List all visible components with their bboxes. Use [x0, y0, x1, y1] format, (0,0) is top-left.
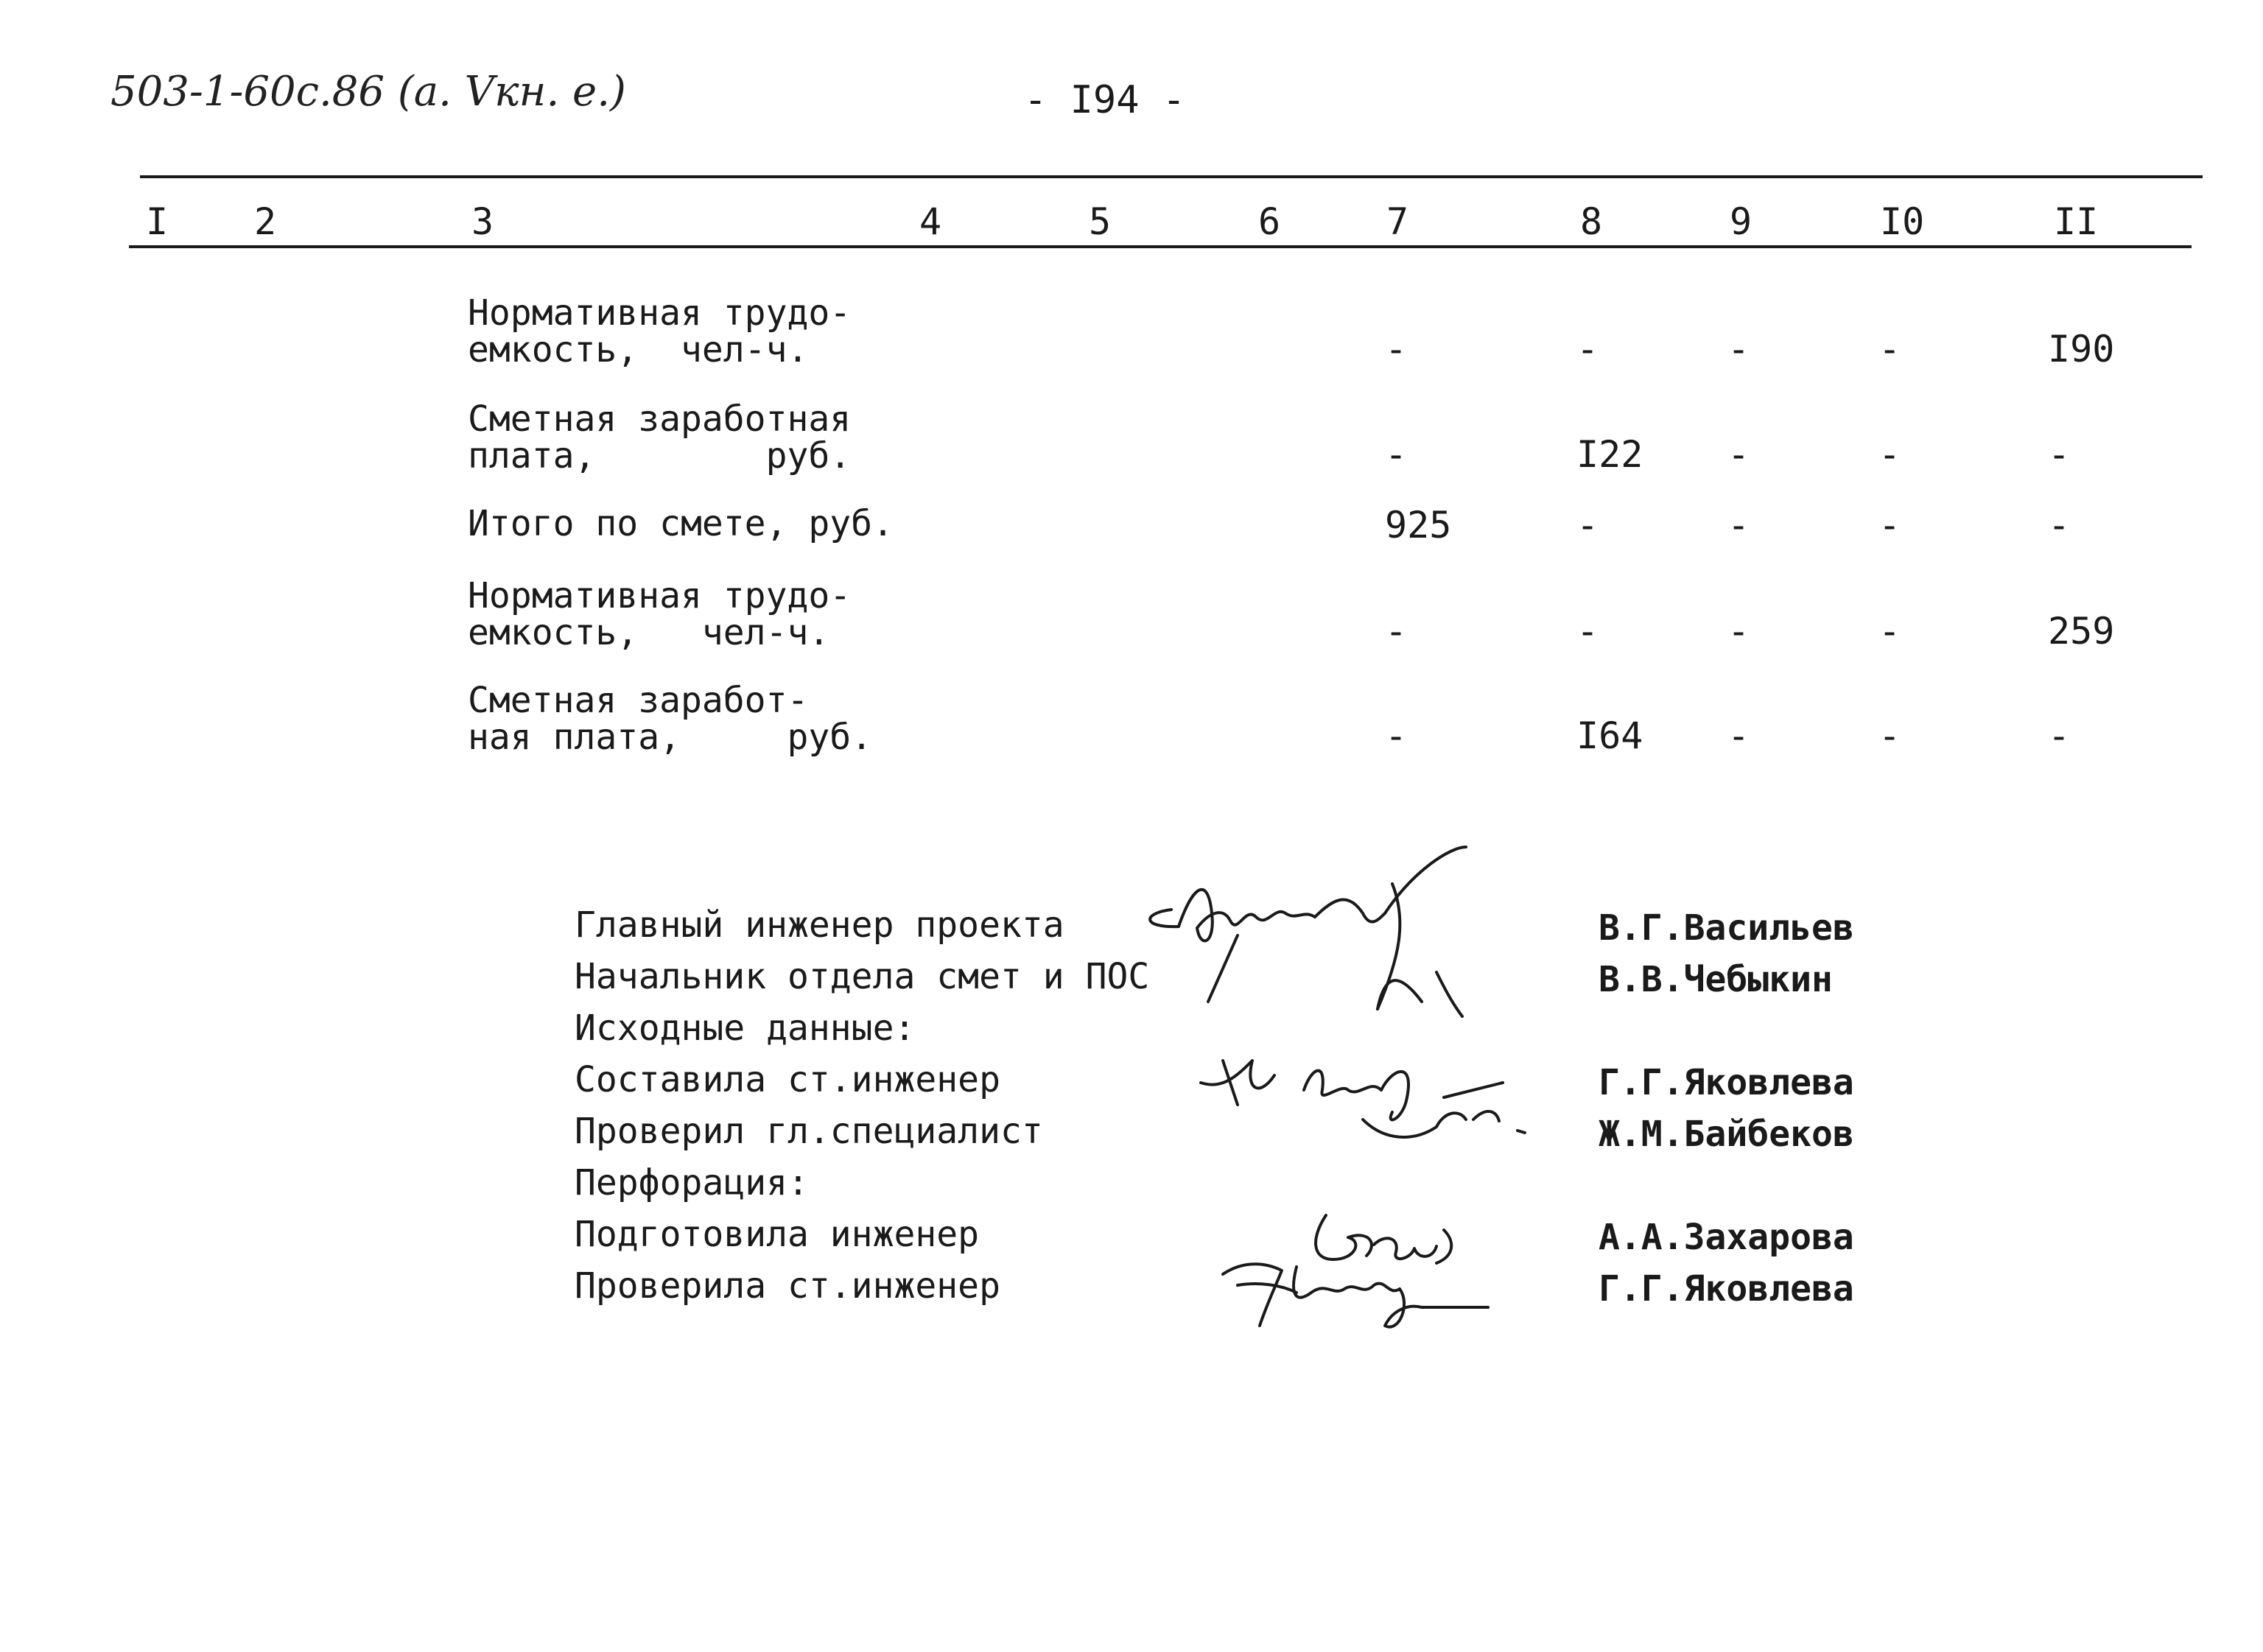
section-label: Исходные данные:: [575, 1008, 916, 1049]
column-header-2: 2: [254, 200, 277, 243]
cell-col11: -: [2048, 433, 2071, 476]
column-header-1: I: [146, 200, 169, 243]
cell-col8: -: [1576, 328, 1599, 370]
cell-col10: -: [1878, 610, 1901, 653]
signature-compiler: [1193, 1038, 1576, 1171]
row-label-line1: Итого по смете, руб.: [468, 503, 894, 544]
column-header-11: II: [2054, 200, 2099, 243]
cell-col11: 259: [2048, 610, 2115, 653]
signatory-name: А.А.Захарова: [1599, 1217, 1854, 1258]
column-header-10: I0: [1880, 200, 1925, 243]
signatory-role: Главный инженер проекта: [575, 904, 1064, 946]
cell-col10: -: [1878, 714, 1901, 757]
signature-chief-engineer: [1127, 840, 1481, 1016]
signatory-role: Подготовила инженер: [575, 1214, 980, 1255]
column-header-9: 9: [1730, 200, 1752, 243]
table-header-rule: [129, 245, 2192, 248]
row-label-line2: емкость, чел-ч.: [468, 612, 830, 653]
signatory-name: В.В.Чебыкин: [1599, 959, 1833, 1000]
signatory-role: Начальник отдела смет и ПОС: [575, 956, 1150, 997]
signatory-name: Г.Г.Яковлева: [1599, 1268, 1854, 1310]
cell-col11: -: [2048, 714, 2071, 757]
cell-col9: -: [1727, 610, 1750, 653]
cell-col10: -: [1878, 504, 1901, 546]
column-header-4: 4: [919, 200, 942, 243]
cell-col7: -: [1385, 714, 1408, 757]
cell-col9: -: [1727, 504, 1750, 546]
cell-col9: -: [1727, 433, 1750, 476]
cell-col7: -: [1385, 610, 1408, 653]
cell-col8: -: [1576, 504, 1599, 546]
column-header-7: 7: [1386, 200, 1409, 243]
signatory-role: Проверила ст.инженер: [575, 1265, 1000, 1307]
column-header-6: 6: [1258, 200, 1281, 243]
column-header-5: 5: [1089, 200, 1112, 243]
column-header-3: 3: [471, 200, 494, 243]
signatory-name: В.Г.Васильев: [1599, 907, 1854, 949]
cell-col8: -: [1576, 610, 1599, 653]
signature-checker: [1215, 1252, 1495, 1348]
section-label: Перфорация:: [575, 1162, 809, 1203]
row-label-line1: Нормативная трудо-: [468, 575, 852, 616]
row-label-line2: ная плата, руб.: [468, 717, 873, 758]
cell-col10: -: [1878, 433, 1901, 476]
handwritten-doc-code: 503-1-60с.86 (а. Vкн. е.): [110, 68, 626, 116]
row-label-line1: Нормативная трудо-: [468, 292, 852, 334]
cell-col7: 925: [1385, 504, 1452, 546]
cell-col7: -: [1385, 433, 1408, 476]
signatory-name: Г.Г.Яковлева: [1599, 1062, 1854, 1103]
cell-col11: -: [2048, 504, 2071, 546]
cell-col10: -: [1878, 328, 1901, 370]
row-label-line2: плата, руб.: [468, 435, 852, 477]
row-label-line2: емкость, чел-ч.: [468, 329, 809, 370]
signatory-role: Составила ст.инженер: [575, 1059, 1000, 1100]
cell-col7: -: [1385, 328, 1408, 370]
cell-col8: I22: [1576, 433, 1643, 476]
page-number: - I94 -: [1024, 78, 1186, 122]
table-top-rule: [140, 175, 2203, 178]
cell-col9: -: [1727, 714, 1750, 757]
cell-col9: -: [1727, 328, 1750, 370]
cell-col11: I90: [2048, 328, 2115, 370]
column-header-8: 8: [1580, 200, 1603, 243]
row-label-line1: Сметная заработная: [468, 398, 852, 440]
row-label-line1: Сметная заработ-: [468, 680, 809, 721]
signatory-role: Проверил гл.специалист: [575, 1111, 1043, 1152]
cell-col8: I64: [1576, 714, 1643, 757]
signatory-name: Ж.М.Байбеков: [1599, 1114, 1854, 1155]
